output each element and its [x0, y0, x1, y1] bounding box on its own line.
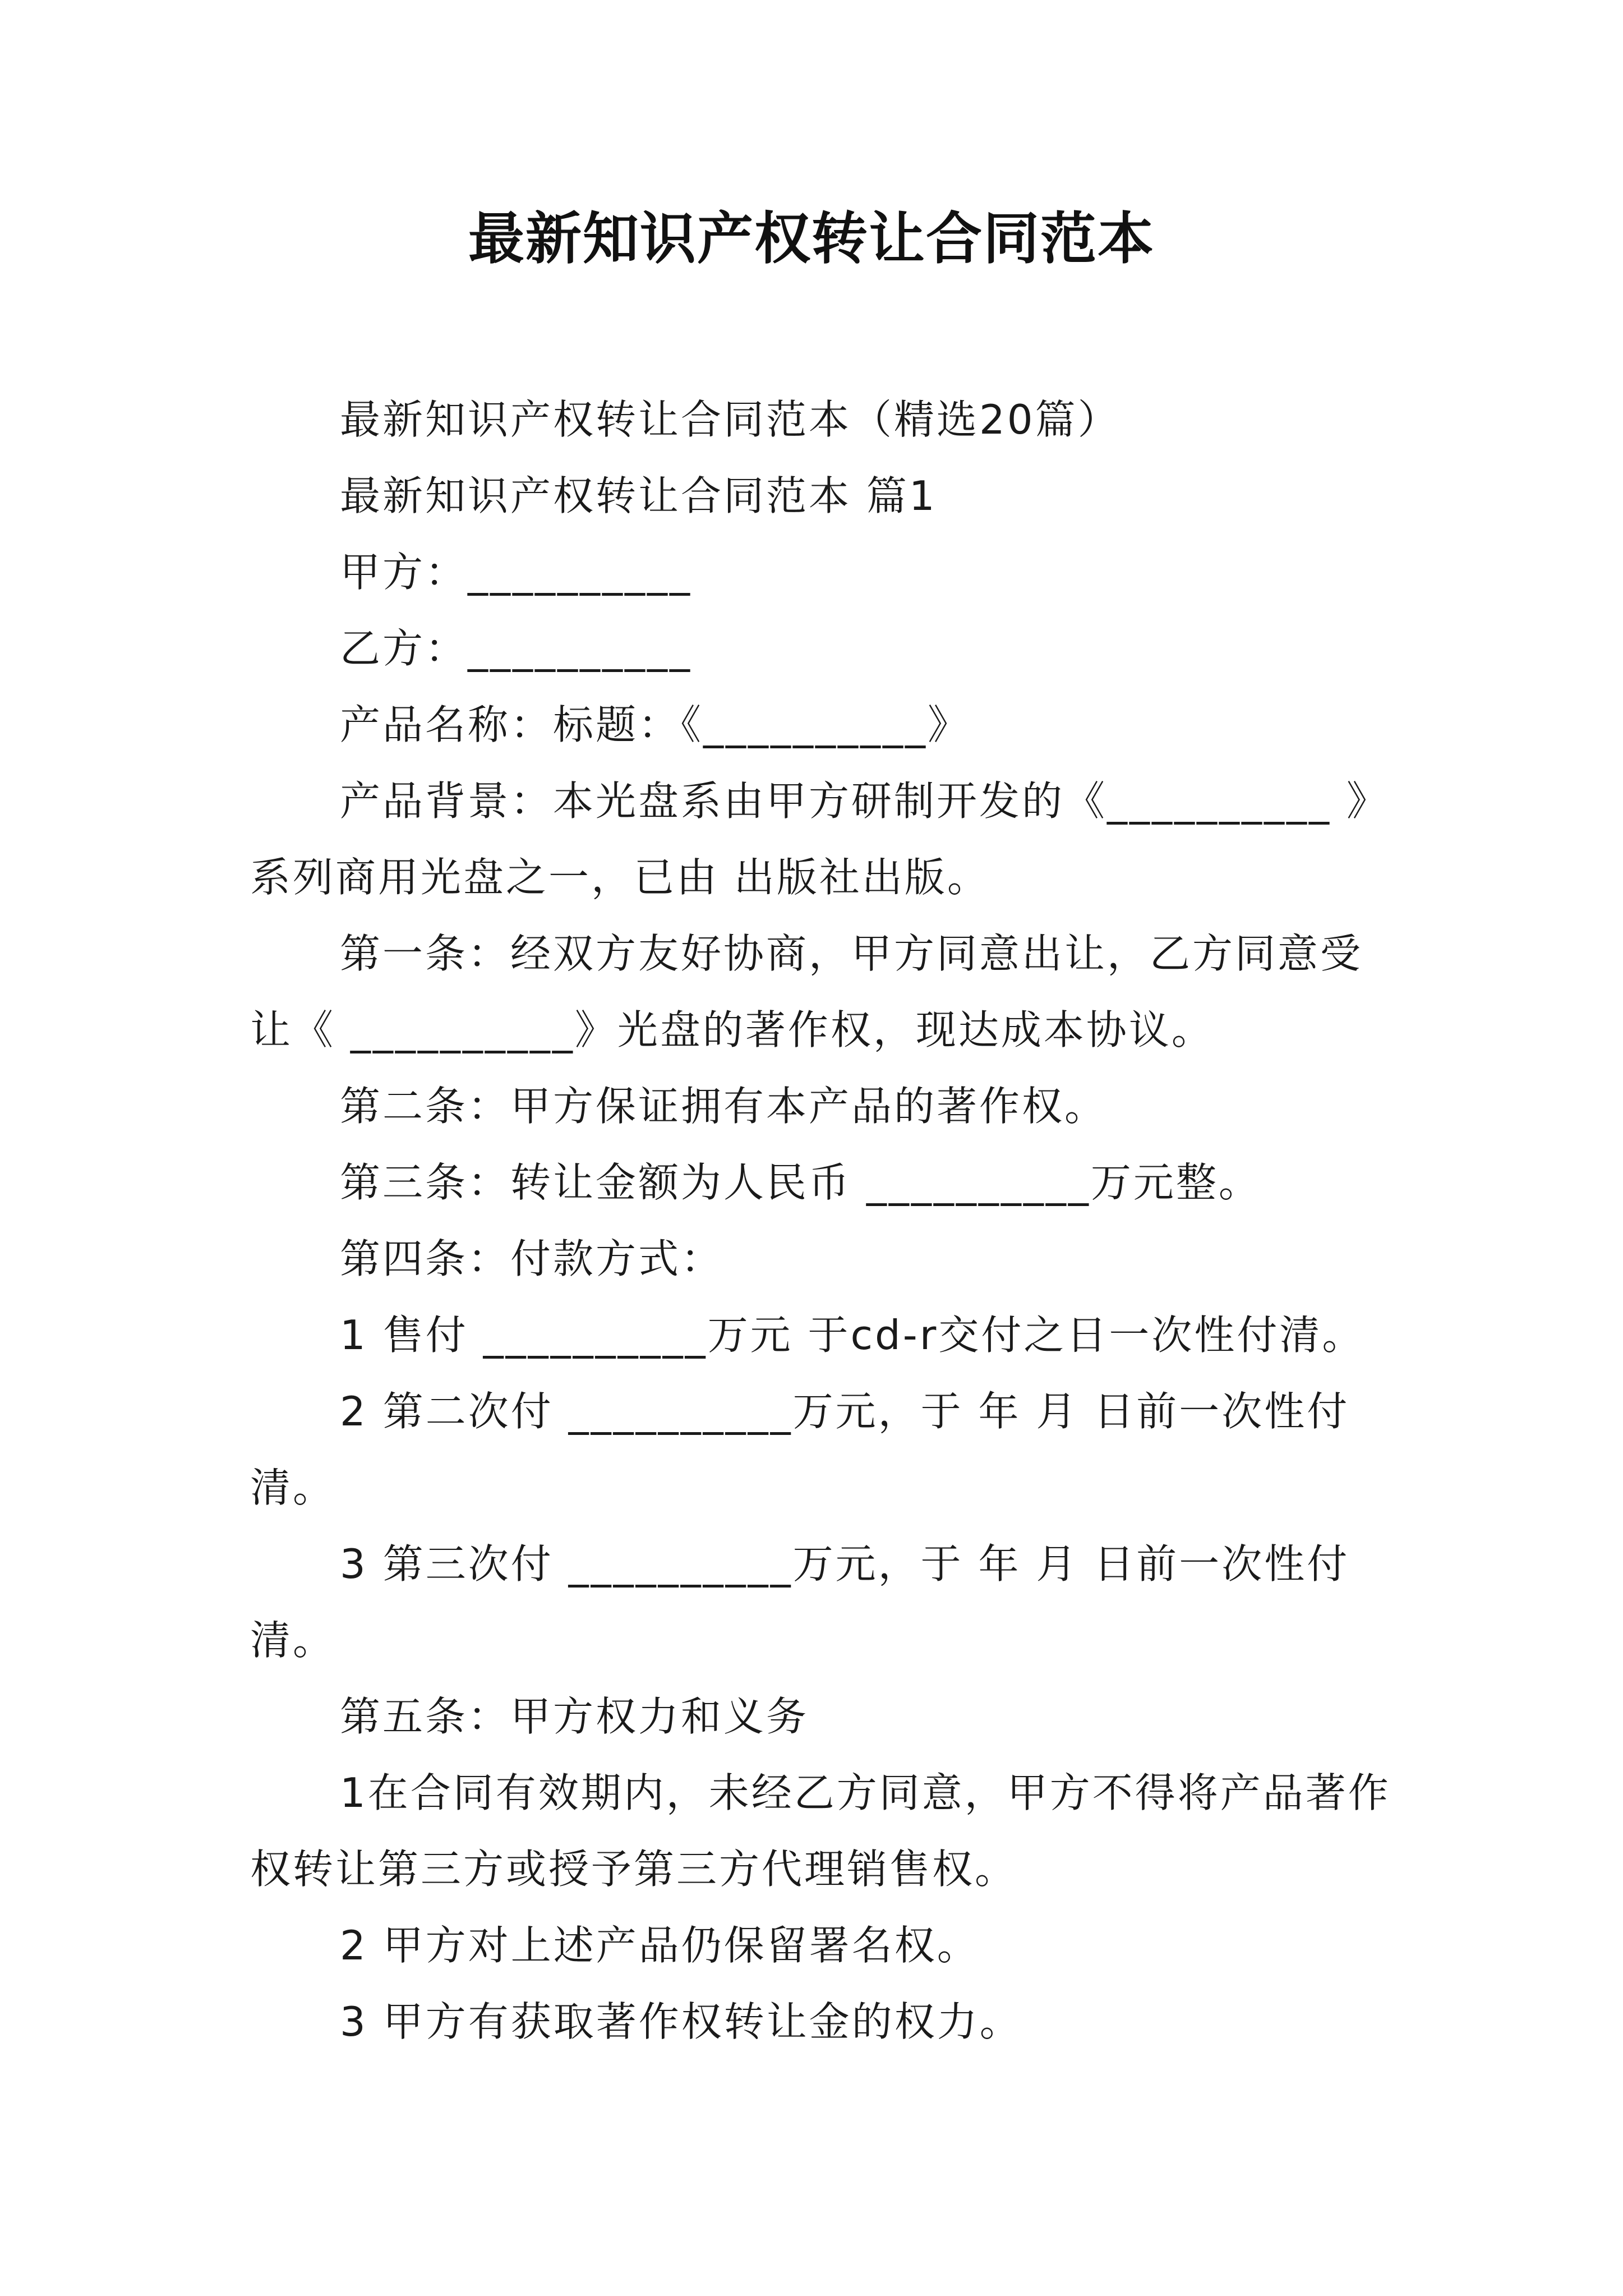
paragraph-payment-3: 3 第三次付 __________万元，于 年 月 日前一次性付清。	[250, 1540, 1350, 1664]
paragraph-payment-1: 1 售付 __________万元 于cd-r交付之日一次性付清。	[340, 1312, 1365, 1359]
paragraph-party-a: 甲方：__________	[340, 549, 693, 596]
paragraph-product-name: 产品名称：标题：《__________》	[340, 701, 971, 748]
paragraph-article-5: 第五条：甲方权力和义务	[340, 1693, 809, 1740]
paragraph-article-4: 第四条：付款方式：	[340, 1235, 724, 1282]
paragraph-heading: 最新知识产权转让合同范本（精选20篇）	[340, 396, 1121, 443]
paragraph-article-1: 第一条：经双方友好协商，甲方同意出让，乙方同意受让《 __________》光盘的著作权，现达成本协议。	[250, 930, 1363, 1053]
paragraph-clause-2: 2 甲方对上述产品仍保留署名权。	[340, 1922, 980, 1969]
paragraph-party-b: 乙方：__________	[340, 625, 693, 672]
paragraph-product-background: 产品背景：本光盘系由甲方研制开发的《__________ 》系列商用光盘之一，已由 出版社出版。	[250, 777, 1389, 901]
document-body	[250, 381, 1394, 2060]
paragraph-article-2: 第二条：甲方保证拥有本产品的著作权。	[340, 1083, 1108, 1130]
paragraph-section-title: 最新知识产权转让合同范本 篇1	[340, 472, 937, 519]
document-title: 最新知识产权转让合同范本	[468, 205, 1155, 272]
paragraph-article-3: 第三条：转让金额为人民币 __________万元整。	[340, 1159, 1261, 1206]
paragraph-clause-1: 1在合同有效期内，未经乙方同意，甲方不得将产品著作权转让第三方或授予第三方代理销售权。	[250, 1769, 1391, 1893]
paragraph-clause-3: 3 甲方有获取著作权转让金的权力。	[340, 1998, 1022, 2045]
paragraph-payment-2: 2 第二次付 __________万元，于 年 月 日前一次性付清。	[250, 1388, 1350, 1511]
